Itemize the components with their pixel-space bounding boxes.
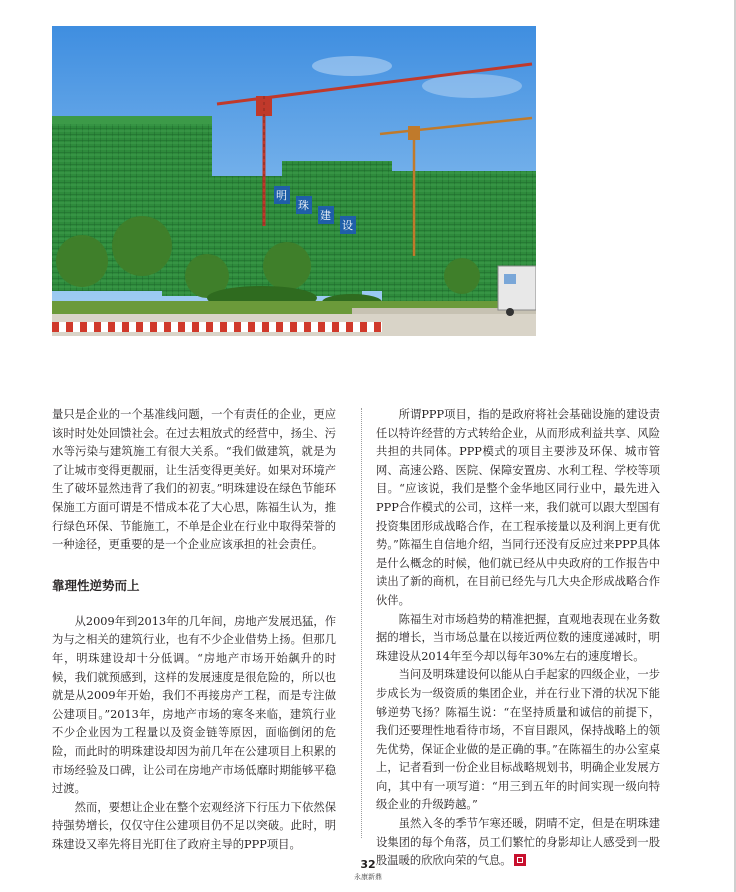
magazine-name: 永康新鼎 bbox=[354, 873, 382, 881]
right-column bbox=[376, 406, 660, 871]
sign-char-2: 珠 bbox=[298, 199, 309, 212]
sign-char-4: 设 bbox=[342, 219, 353, 232]
paragraph: 所谓PPP项目，指的是政府将社会基础设施的建设责任以特许经营的方式转给企业，从而形成利益共享、风险共担的共同体。PPP模式的项目主要涉及环保、城市管网、高速公路、医院、保障安置房、水利工程、学校等项目。“应该说，我们是整个金华地区同行业中，最先进入PPP合作模式的公司，这样一来，我们就可以跟大型国有投资集团形成战略合作，在工程承接量以及利润上更有优势。”陈福生自信地介绍，当同行还没有反应过来PPP具体是什么概念的时候，他们就已经从中央政府的工作报告中读出了新的商机，在目前已经先与几大央企形成战略合作伙伴。 bbox=[376, 408, 660, 607]
column-divider bbox=[361, 408, 362, 838]
left-column bbox=[52, 406, 336, 854]
paragraph: 然而，要想让企业在整个宏观经济下行压力下依然保持强势增长，仅仅守住公建项目仍不足以突破。此时，明珠建设又率先将目光盯住了政府主导的PPP项目。 bbox=[52, 800, 336, 851]
sign-char-1: 明 bbox=[276, 189, 287, 202]
construction-photo bbox=[52, 26, 536, 336]
sign-char-3: 建 bbox=[320, 209, 331, 222]
paragraph: 陈福生对市场趋势的精准把握，直观地表现在业务数据的增长，当市场总量在以接近两位数的速度递减时，明珠建设从2014年至今却以每年30%左右的速度增长。 bbox=[376, 612, 660, 663]
paragraph-text: 虽然入冬的季节乍寒还暖，阴晴不定，但是在明珠建设集团的每个角落，员工们繁忙的身影却让人感受到一股股温暖的欣欣向荣的气息。 bbox=[376, 817, 660, 868]
paragraph: 量只是企业的一个基准线问题，一个有责任的企业，更应该时时处处回馈社会。在过去粗放式的经营中，扬尘、污水等污染与建筑施工有很大关系。“我们做建筑，就是为了让城市变得更靓丽，让生活变得更美好。如果对环境产生了破坏显然违背了我们的初衷。”明珠建设在绿色节能环保施工方面可谓是不惜成本花了大心思，陈福生认为，推行绿色环保、节能施工，不单是企业在行业中取得荣誉的一种途径，更重要的是一个企业应该承担的社会责任。 bbox=[52, 408, 336, 552]
page-number: 32 bbox=[360, 858, 376, 871]
section-heading: 靠理性逆势而上 bbox=[52, 577, 140, 593]
paragraph: 从2009年到2013年的几年间，房地产发展迅猛，作为与之相关的建筑行业，也有不少企业借势上扬。但那几年，明珠建设却十分低调。“房地产市场开始飙升的时候，我们就预感到，这样的发展速度是很危险的，所以也就是从2009年开始，我们不再接房产工程，而是专注做公建项目。”2013年，房地产市场的寒冬来临，建筑行业不少企业因为工程量以及资金链等原因，面临倒闭的危险，而此时的明珠建设却因为前几年在公建项目上积累的市场经验及口碑，让公司在房地产市场低靡时期能够平稳过渡。 bbox=[52, 614, 336, 796]
paragraph: 当问及明珠建设何以能从白手起家的四级企业，一步步成长为一级资质的集团企业，并在行业下滑的状况下能够逆势飞扬？陈福生说：“在坚持质量和诚信的前提下，我们还要理性地看待市场，不盲目跟风，保持战略上的领先优势，保证企业做的是正确的事。”在陈福生的办公室桌上，记者看到一份企业目标战略规划书，明确企业发展方向，其中有一项写道：“用三到五年的时间实现一级向特级企业的升级跨越。” bbox=[376, 668, 660, 812]
